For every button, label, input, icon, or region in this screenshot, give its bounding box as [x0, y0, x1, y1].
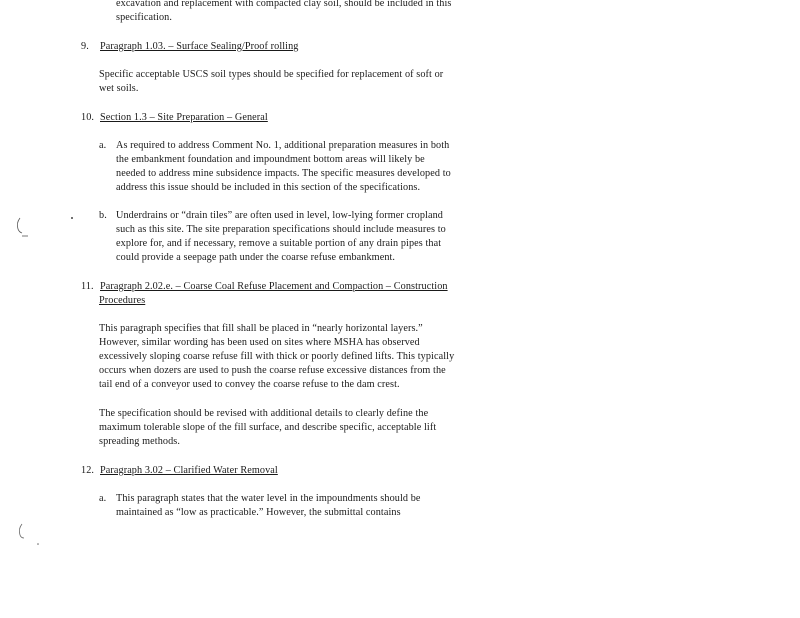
subitem-letter: a.: [99, 140, 107, 151]
body-line: address this issue should be included in this section of the specifications.: [116, 182, 421, 193]
body-line: The specification should be revised with additional details to clearly define the: [99, 408, 429, 419]
binder-hole-mark-icon: [17, 217, 73, 236]
item-number: 10.: [81, 112, 95, 123]
body-line: such as this site. The site preparation specifications should include measures to: [116, 224, 446, 235]
intro-line: specification.: [116, 12, 172, 23]
body-line: explore for, and if necessary, remove a suitable portion of any drain pipes that: [116, 238, 442, 249]
body-line: Specific acceptable USCS soil types should be specified for replacement of soft or: [99, 69, 444, 80]
body-line: excessively sloping coarse refuse fill with thick or poorly defined lifts. This typically: [99, 351, 455, 362]
body-line: tail end of a conveyor used to convey the coarse refuse to the dam crest.: [99, 379, 400, 390]
body-line: However, similar wording has been used on sites where MSHA has observed: [99, 337, 420, 348]
body-line: spreading methods.: [99, 436, 181, 447]
body-line: maintained as “low as practicable.” However, the submittal contains: [116, 507, 401, 518]
body-line: wet soils.: [99, 83, 139, 94]
body-line: could provide a seepage path under the coarse refuse embankment.: [116, 252, 396, 263]
item-heading: Paragraph 1.03. – Surface Sealing/Proof rolling: [100, 41, 299, 52]
item-heading: Procedures: [99, 295, 146, 306]
item-number: 11.: [81, 281, 94, 292]
body-line: the embankment foundation and impoundment bottom areas will likely be: [116, 154, 425, 165]
item-number: 12.: [81, 465, 95, 476]
subitem-letter: b.: [99, 210, 107, 221]
intro-line: excavation and replacement with compacted clay soil, should be included in this: [116, 0, 452, 9]
item-heading: Section 1.3 – Site Preparation – General: [100, 112, 268, 123]
item-heading: Paragraph 2.02.e. – Coarse Coal Refuse Placement and Compaction – Construction: [100, 281, 448, 292]
body-line: This paragraph specifies that fill shall be placed in “nearly horizontal layers.”: [99, 323, 423, 334]
item-number: 9.: [81, 41, 89, 52]
body-line: Underdrains or “drain tiles” are often used in level, low-lying former cropland: [116, 210, 443, 221]
subitem-letter: a.: [99, 493, 107, 504]
body-line: As required to address Comment No. 1, additional preparation measures in both: [116, 140, 450, 151]
item-heading: Paragraph 3.02 – Clarified Water Removal: [100, 465, 278, 476]
body-line: needed to address mine subsidence impacts. The specific measures developed to: [116, 168, 451, 179]
body-line: occurs when dozers are used to push the coarse refuse excessive distances from the: [99, 365, 446, 376]
body-line: maximum tolerable slope of the fill surface, and describe specific, acceptable lift: [99, 422, 437, 433]
binder-hole-mark-icon: [19, 524, 38, 545]
body-line: This paragraph states that the water level in the impoundments should be: [116, 493, 421, 504]
